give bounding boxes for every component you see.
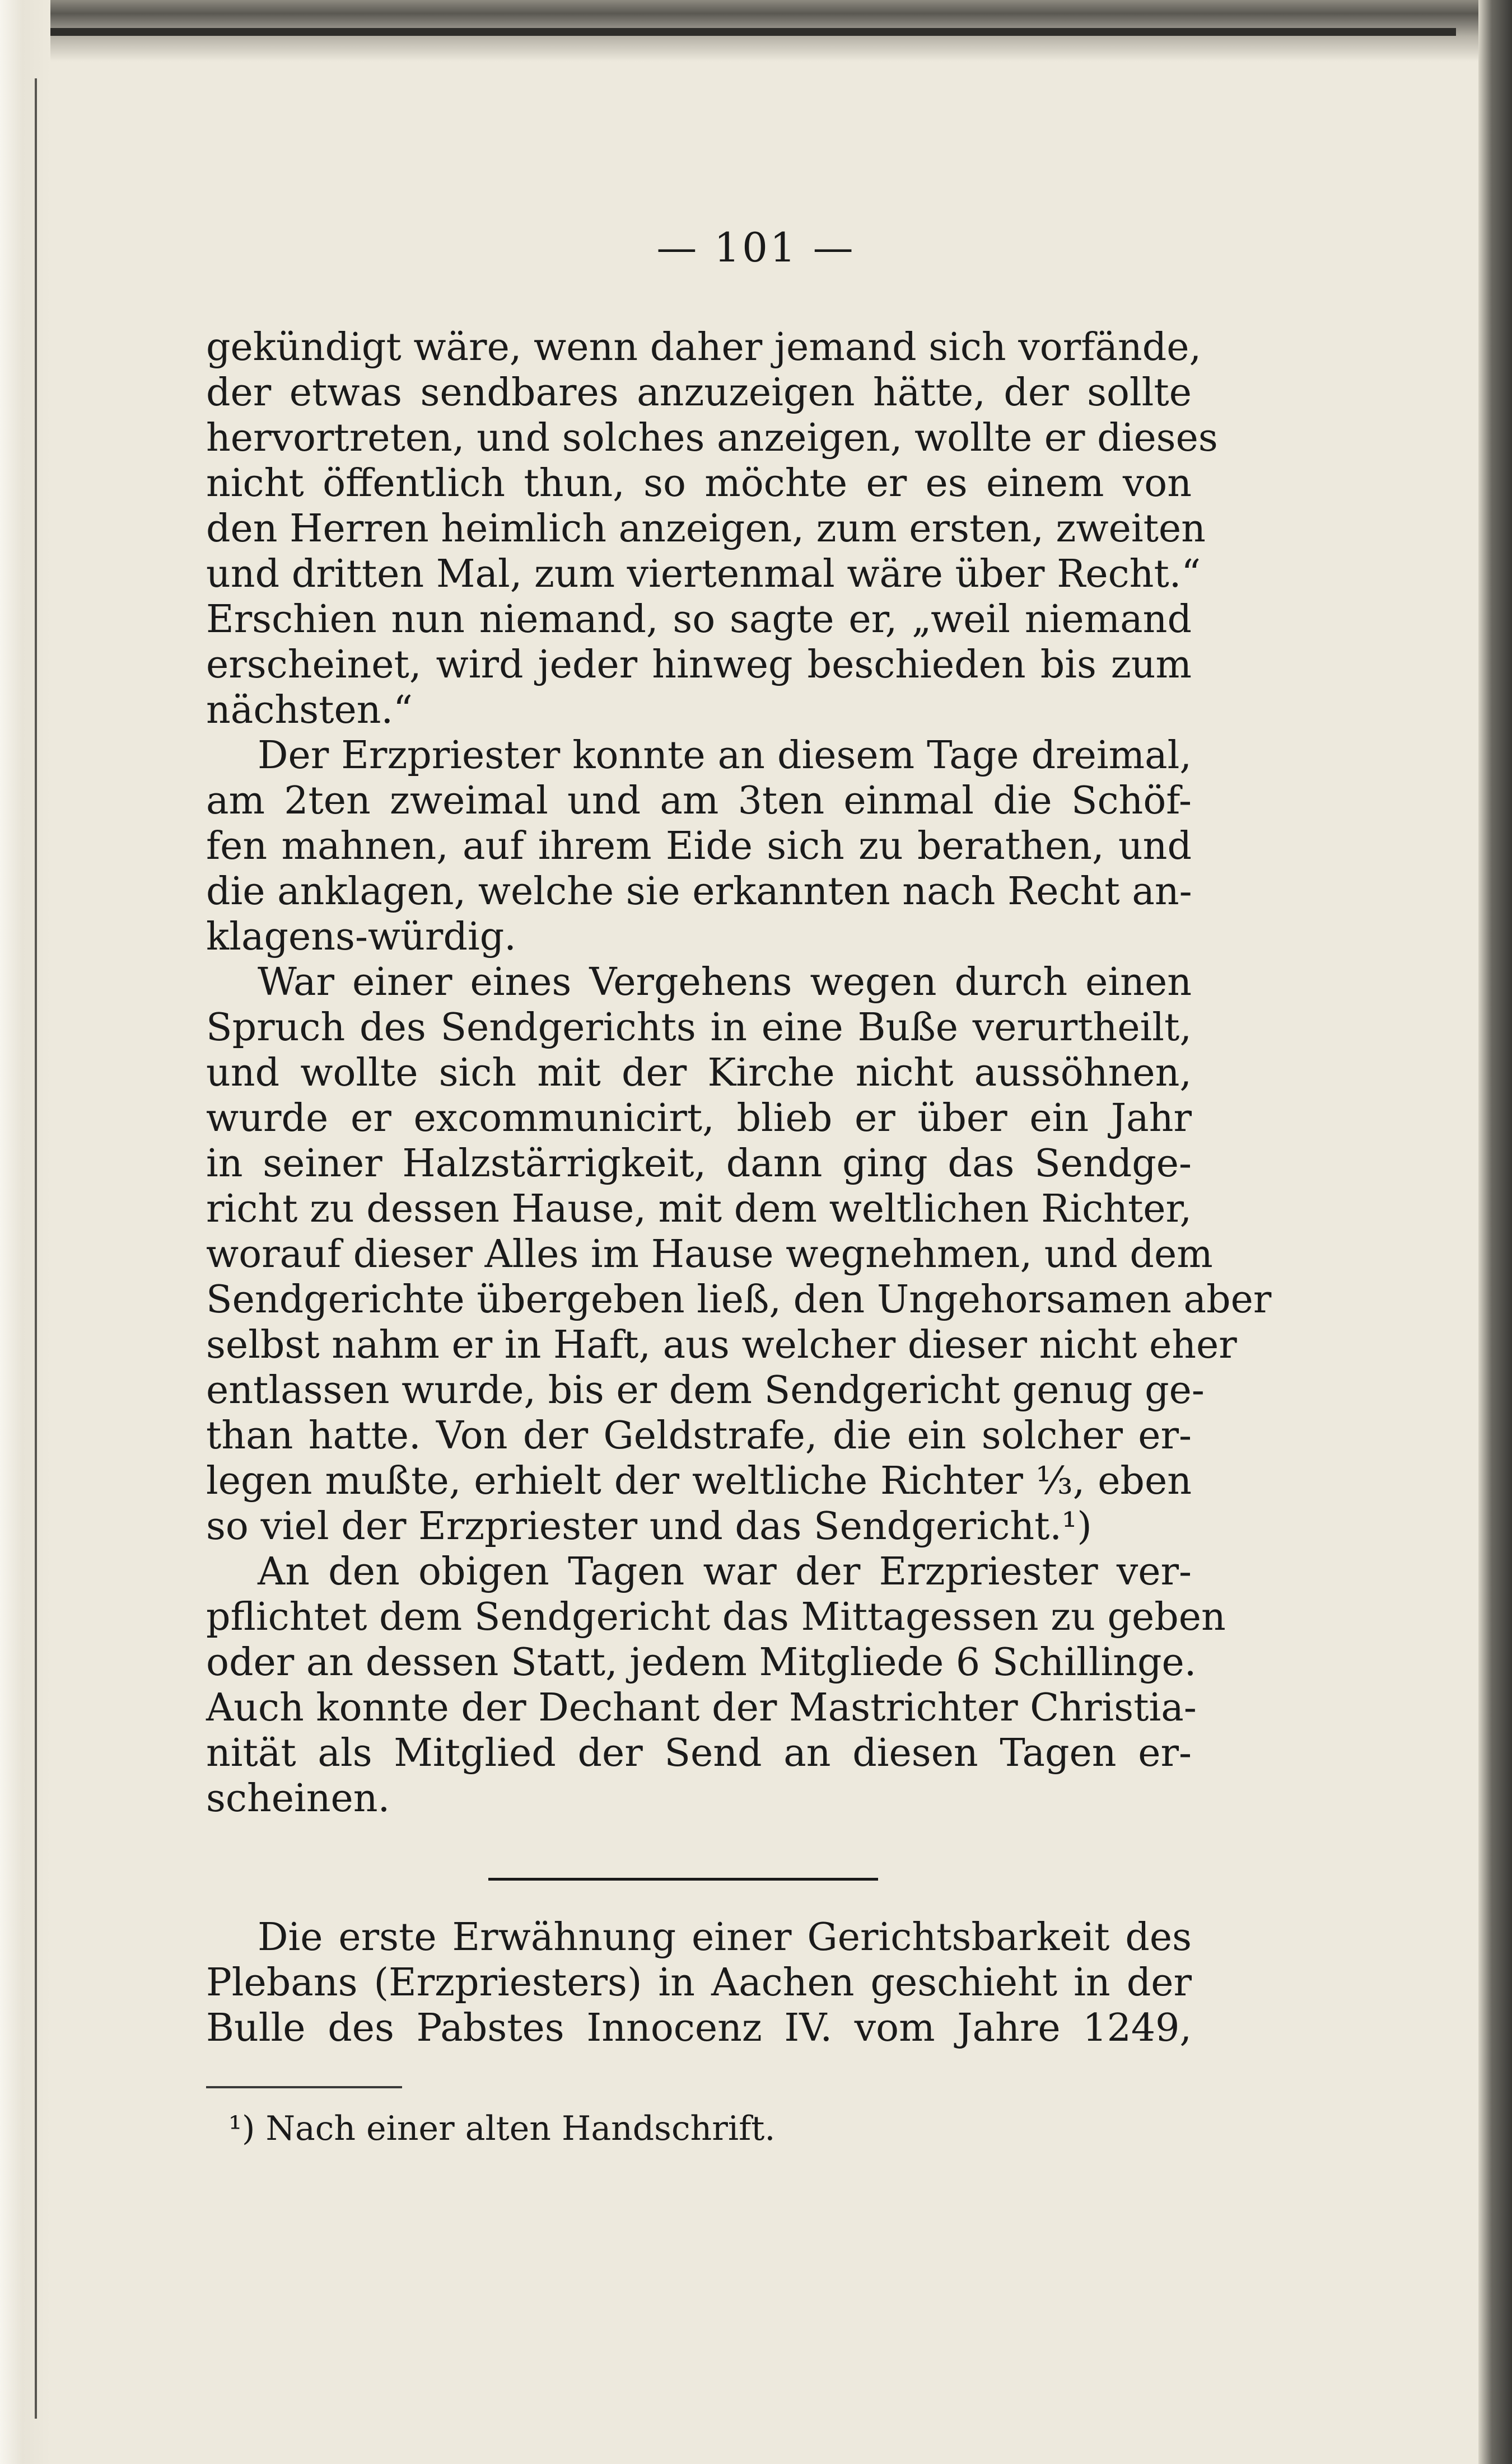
scan-top-edge bbox=[0, 0, 1512, 62]
text-line: Sendgerichte übergeben ließ, den Ungehorsamen aber bbox=[206, 1278, 1272, 1322]
text-line: pflichtet dem Sendgericht das Mittagessen zu geben bbox=[206, 1595, 1226, 1639]
text-line: in seiner Halzstärrigkeit, dann ging das Sendge- bbox=[206, 1142, 1192, 1186]
text-line: klagens-würdig. bbox=[206, 915, 516, 959]
text-line: oder an dessen Statt, jedem Mitgliede 6 Schillinge. bbox=[206, 1640, 1197, 1685]
text-line: und wollte sich mit der Kirche nicht aussöhnen, bbox=[206, 1051, 1192, 1095]
text-line: gekündigt wäre, wenn daher jemand sich vorfände, bbox=[206, 325, 1202, 370]
text-line: selbst nahm er in Haft, aus welcher dieser nicht eher bbox=[206, 1323, 1237, 1367]
text-line: entlassen wurde, bis er dem Sendgericht genug ge- bbox=[206, 1368, 1205, 1413]
text-line: nächsten.“ bbox=[206, 688, 413, 732]
footnote-text: ¹) Nach einer alten Handschrift. bbox=[228, 2109, 776, 2148]
text-line: den Herren heimlich anzeigen, zum ersten, zweiten bbox=[206, 507, 1206, 551]
text-line: legen mußte, erhielt der weltliche Richter ⅓, eben bbox=[206, 1459, 1192, 1503]
text-line: der etwas sendbares anzuzeigen hätte, der sollte bbox=[206, 371, 1192, 415]
text-line: fen mahnen, auf ihrem Eide sich zu berathen, und bbox=[206, 824, 1192, 868]
page-fold-line bbox=[35, 78, 37, 2419]
text-line: worauf dieser Alles im Hause wegnehmen, und dem bbox=[206, 1232, 1213, 1277]
scan-right-edge bbox=[1478, 0, 1512, 2464]
text-line: War einer eines Vergehens wegen durch einen bbox=[258, 960, 1192, 1004]
text-line: Auch konnte der Dechant der Mastrichter Christia- bbox=[206, 1686, 1197, 1730]
scan-left-edge bbox=[0, 0, 50, 2464]
text-line: und dritten Mal, zum viertenmal wäre über Recht.“ bbox=[206, 552, 1201, 596]
text-line: Der Erzpriester konnte an diesem Tage dreimal, bbox=[258, 733, 1192, 778]
text-line: nicht öffentlich thun, so möchte er es einem von bbox=[206, 461, 1192, 506]
text-line: wurde er excommunicirt, blieb er über ein Jahr bbox=[206, 1096, 1192, 1140]
section-separator-rule bbox=[488, 1878, 878, 1881]
text-line: Die erste Erwähnung einer Gerichtsbarkeit des bbox=[258, 1915, 1192, 1960]
text-line: Plebans (Erzpriesters) in Aachen geschieht in der bbox=[206, 1961, 1192, 2005]
main-text-block bbox=[206, 325, 1272, 1821]
text-line: Bulle des Pabstes Innocenz IV. vom Jahre 1249, bbox=[206, 2006, 1192, 2050]
text-line: nität als Mitglied der Send an diesen Tagen er- bbox=[206, 1731, 1192, 1775]
text-line: than hatte. Von der Geldstrafe, die ein solcher er- bbox=[206, 1414, 1192, 1458]
text-line: die anklagen, welche sie erkannten nach Recht an- bbox=[206, 869, 1192, 914]
page-number-header: — 101 — bbox=[656, 224, 856, 271]
text-line: so viel der Erzpriester und das Sendgericht.¹) bbox=[206, 1504, 1092, 1549]
text-line: Spruch des Sendgerichts in eine Buße verurtheilt, bbox=[206, 1006, 1192, 1050]
scan-top-binding-line bbox=[45, 28, 1456, 36]
text-line: am 2ten zweimal und am 3ten einmal die Schöf- bbox=[206, 779, 1192, 823]
footnote-rule bbox=[206, 2086, 402, 2088]
text-line: hervortreten, und solches anzeigen, wollte er dieses bbox=[206, 416, 1218, 460]
text-line: erscheinet, wird jeder hinweg beschieden bis zum bbox=[206, 643, 1192, 687]
text-line: richt zu dessen Hause, mit dem weltlichen Richter, bbox=[206, 1187, 1192, 1231]
text-line: Erschien nun niemand, so sagte er, „weil niemand bbox=[206, 597, 1192, 642]
text-line: scheinen. bbox=[206, 1776, 390, 1821]
text-line: An den obigen Tagen war der Erzpriester ver- bbox=[258, 1550, 1192, 1594]
section-text-block bbox=[206, 1915, 1192, 2051]
